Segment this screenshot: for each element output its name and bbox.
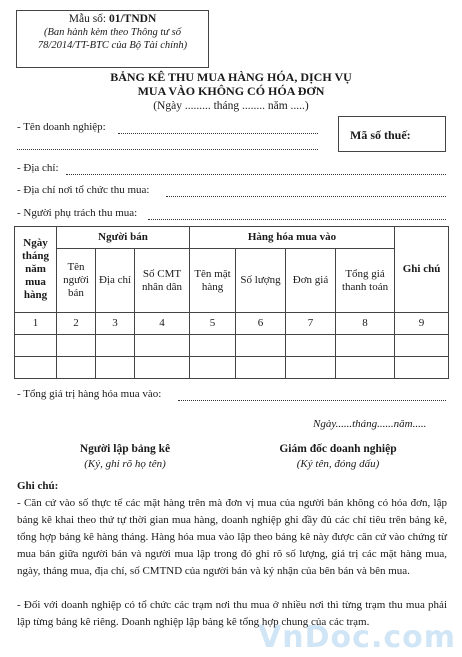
table-cell[interactable]: [336, 335, 395, 357]
col-number: 8: [336, 313, 395, 335]
form-code-box: [16, 10, 209, 68]
date-place: Ngày......tháng......năm.....: [313, 418, 427, 430]
table-cell[interactable]: [57, 357, 96, 379]
table-cell[interactable]: [96, 357, 135, 379]
table-cell[interactable]: [96, 335, 135, 357]
notes-paragraph-2: - Đối với doanh nghiệp có tổ chức các trạm nơi thu mua ở nhiều nơi thì từng trạm thu mua phải lập từng bảng kê riêng. Doanh nghiệp lập bảng kê tổng hợp chung của các trạm.: [17, 599, 447, 628]
notes-heading: Ghi chú:: [17, 480, 59, 492]
preparer-hint: (Ký, ghi rõ họ tên): [84, 458, 166, 470]
total-value-label: - Tổng giá trị hàng hóa mua vào:: [17, 388, 162, 400]
header-note: Ghi chú: [395, 227, 449, 313]
table-cell[interactable]: [135, 357, 190, 379]
table-row: [15, 335, 449, 357]
director-title: Giám đốc doanh nghiệp: [279, 443, 397, 455]
purchaser-line[interactable]: [148, 219, 446, 220]
tax-code-box[interactable]: [338, 116, 446, 152]
company-name-label: - Tên doanh nghiệp:: [17, 121, 106, 133]
header-seller-id: Số CMT nhân dân: [135, 249, 190, 313]
form-code-value: 01/TNDN: [108, 13, 157, 25]
col-number: 3: [96, 313, 135, 335]
table-cell[interactable]: [135, 335, 190, 357]
purchase-table: [14, 226, 449, 379]
table-cell[interactable]: [395, 357, 449, 379]
table-row: [15, 357, 449, 379]
col-number: 7: [286, 313, 336, 335]
col-number: 4: [135, 313, 190, 335]
company-name-line-2[interactable]: [17, 149, 318, 150]
table-cell[interactable]: [190, 335, 236, 357]
tax-code-label: Mã số thuế:: [350, 128, 411, 142]
company-name-line[interactable]: [118, 133, 318, 134]
purchaser-label: - Người phụ trách thu mua:: [17, 207, 138, 219]
page-title-line2: MUA VÀO KHÔNG CÓ HÓA ĐƠN: [137, 84, 325, 98]
preparer-title: Người lập bảng kê: [79, 443, 171, 455]
total-value-line[interactable]: [178, 400, 446, 401]
col-number: 5: [190, 313, 236, 335]
form-code-label: Mẫu số:: [68, 13, 107, 25]
header-seller-address: Địa chỉ: [96, 249, 135, 313]
table-cell[interactable]: [57, 335, 96, 357]
purchase-location-line[interactable]: [166, 196, 446, 197]
issued-note-line2: 78/2014/TT-BTC của Bộ Tài chính): [37, 40, 188, 51]
header-seller-name: Tên người bán: [57, 249, 96, 313]
header-purchase-date: Ngày tháng năm mua hàng: [15, 227, 57, 313]
table-cell[interactable]: [236, 357, 286, 379]
header-goods-total: Tổng giá thanh toán: [336, 249, 395, 313]
table-cell[interactable]: [236, 335, 286, 357]
table-cell[interactable]: [336, 357, 395, 379]
header-seller-group: Người bán: [57, 227, 190, 249]
director-hint: (Ký tên, đóng dấu): [296, 458, 380, 470]
notes-paragraph-1: - Căn cứ vào số thực tế các mặt hàng trên mà đơn vị mua của người bán không có hóa đơn, lập bảng kê khai theo thứ tự thời gian mua hàng, doanh nghiệp ghi đầy đủ các chỉ tiêu trên bảng kê, tổng hợp bảng kê hàng tháng. Hàng hóa mua vào lập theo bảng kê này được căn cứ vào chứng từ mua bán giữa người bán và người mua lập trong đó ghi rõ số lượng, giá trị các mặt hàng mua, ngày, tháng mua, địa chỉ, số CMTND của người bán và ký nhận của bên bán và bên mua.: [17, 497, 447, 577]
table-cell[interactable]: [286, 357, 336, 379]
header-goods-qty: Số lượng: [236, 249, 286, 313]
purchase-location-label: - Địa chỉ nơi tổ chức thu mua:: [17, 184, 150, 196]
table-cell[interactable]: [15, 357, 57, 379]
col-number: 6: [236, 313, 286, 335]
page-title-line1: BẢNG KÊ THU MUA HÀNG HÓA, DỊCH VỤ: [110, 70, 352, 84]
table-cell[interactable]: [286, 335, 336, 357]
header-goods-group: Hàng hóa mua vào: [190, 227, 395, 249]
table-cell[interactable]: [395, 335, 449, 357]
form-code: [17, 13, 208, 26]
address-line[interactable]: [66, 174, 446, 175]
header-goods-name: Tên mặt hàng: [190, 249, 236, 313]
col-number: 2: [57, 313, 96, 335]
address-label: - Địa chỉ:: [17, 162, 59, 174]
title-date-line: (Ngày ......... tháng ........ năm .....): [153, 100, 309, 112]
issued-note-line1: (Ban hành kèm theo Thông tư số: [44, 27, 181, 38]
table-cell[interactable]: [190, 357, 236, 379]
watermark-logo: VnDoc.com: [258, 620, 456, 655]
col-number: 9: [395, 313, 449, 335]
table-cell[interactable]: [15, 335, 57, 357]
col-number: 1: [15, 313, 57, 335]
header-goods-price: Đơn giá: [286, 249, 336, 313]
